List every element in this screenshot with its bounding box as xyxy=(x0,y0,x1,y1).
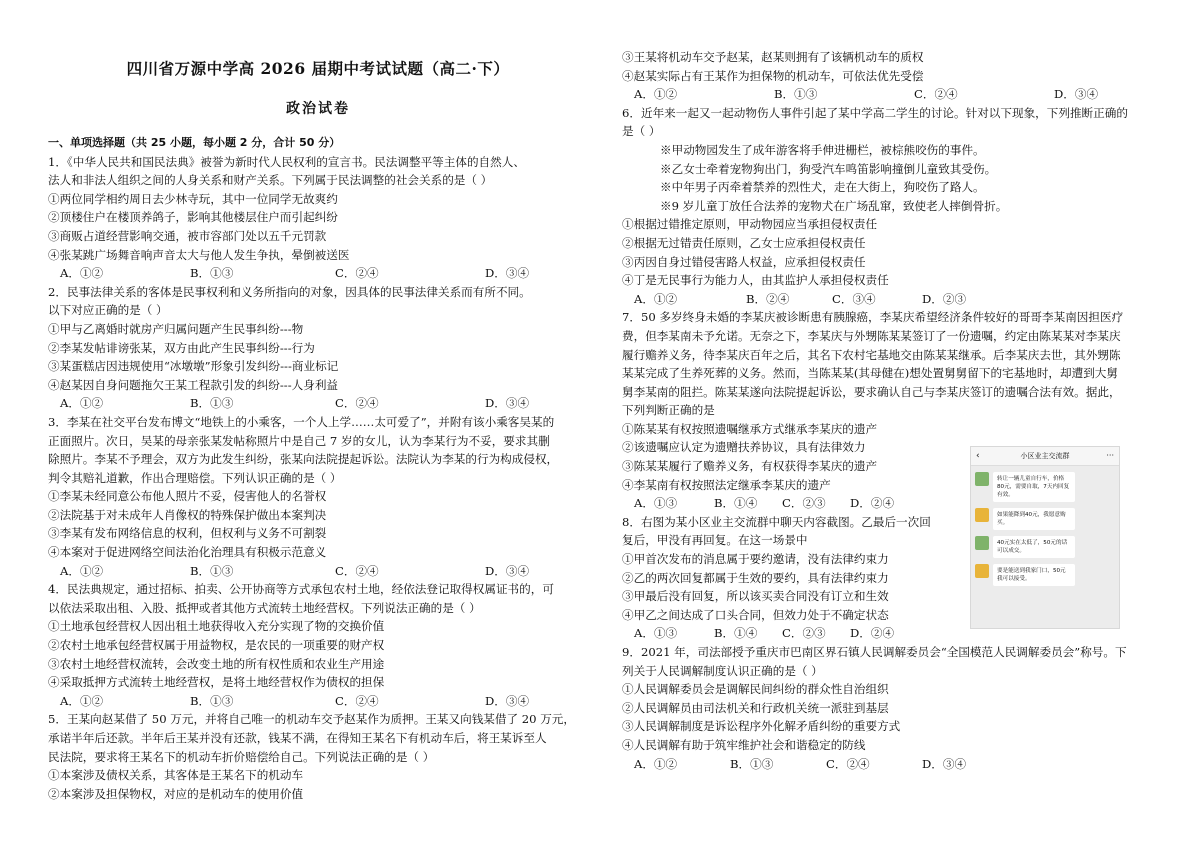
choice-b: B．①③ xyxy=(730,756,774,771)
choice-b: B．①④ xyxy=(714,626,758,641)
avatar xyxy=(975,472,989,486)
answer-choices-q5 xyxy=(622,85,1162,104)
choice-b: B．①③ xyxy=(190,693,234,708)
avatar xyxy=(975,564,989,578)
question-3-stem: 判令其赔礼道歉，作出合理赔偿。下列认识正确的是（ ） xyxy=(48,470,342,485)
answer-choices-q2 xyxy=(48,394,588,413)
question-2-stem: 以下对应正确的是（ ） xyxy=(48,303,168,318)
choice-b: B．①③ xyxy=(190,266,234,281)
choice-d: D．③④ xyxy=(922,756,967,771)
question-2-stem: 2．民事法律关系的客体是民事权利和义务所指向的对象，因具体的民事法律关系而有所不同。 xyxy=(48,284,531,299)
chat-message xyxy=(975,564,1115,586)
question-1-stem: 1．《中华人民共和国民法典》被誉为新时代人民权利的宣言书。民法调整平等主体的自然人、 xyxy=(48,154,525,169)
chat-header xyxy=(971,447,1119,466)
option-statement: ①陈某某有权按照遗嘱继承方式继承李某庆的遗产 xyxy=(622,421,878,436)
option-statement: ①李某未经同意公布他人照片不妥，侵害他人的名誉权 xyxy=(48,489,327,504)
right-column xyxy=(622,48,1162,773)
subject-title: 政治试卷 xyxy=(286,101,350,117)
option-statement: ②本案涉及担保物权，对应的是机动车的使用价值 xyxy=(48,786,304,801)
question-7-stem: 履行赡养义务，待李某庆百年之后，其名下农村宅基地交由陈某某继承。后李某庆去世，其外甥陈 xyxy=(622,347,1121,362)
choice-a: A．①② xyxy=(60,396,104,411)
choice-d: D．③④ xyxy=(485,693,530,708)
scenario-item: ※甲动物园发生了成年游客将手伸进栅栏，被棕熊咬伤的事件。 xyxy=(660,142,985,157)
question-7-stem: 费，但李某南未予允诺。无奈之下，李某庆与外甥陈某某签订了一份遗嘱，约定由陈某某对李某庆 xyxy=(622,328,1121,343)
scenario-item: ※乙女士牵着宠物狗出门，狗受汽车鸣笛影响撞倒儿童致其受伤。 xyxy=(660,161,997,176)
question-4-stem: 以依法采取出租、入股、抵押或者其他方式流转土地经营权。下列说法正确的是（ ） xyxy=(48,600,481,615)
question-5-stem: 承诺半年后还款。半年后王某并没有还款，钱某不满，在得知王某名下有机动车后，将王某诉至人 xyxy=(48,731,547,745)
option-statement: ②人民调解员由司法机关和行政机关统一派驻到基层 xyxy=(622,700,889,715)
choice-d: D．②③ xyxy=(922,291,967,306)
answer-choices-q1 xyxy=(48,264,588,283)
question-7-stem: 7．50 多岁终身未婚的李某庆被诊断患有胰腺癌，李某庆希望经济条件较好的哥哥李某南因担医疗 xyxy=(622,310,1124,325)
choice-a: A．①② xyxy=(634,291,678,306)
back-icon: ‹ xyxy=(976,451,980,461)
choice-c: C．②④ xyxy=(335,563,379,578)
option-statement: ①本案涉及债权关系，其客体是王某名下的机动车 xyxy=(48,768,304,783)
question-5-stem: 民法院，要求将王某名下的机动车折价赔偿给自己。下列说法正确的是（ ） xyxy=(48,749,435,764)
choice-a: A．①② xyxy=(60,266,104,281)
choice-a: A．①② xyxy=(60,693,104,708)
question-8-stem: 复后，甲没有再回复。在这一场景中 xyxy=(622,533,808,548)
choice-b: B．①④ xyxy=(714,496,758,511)
choice-c: C．②④ xyxy=(335,266,379,281)
choice-b: B．①③ xyxy=(190,396,234,411)
choice-d: D．③④ xyxy=(485,563,530,578)
exam-title: 四川省万源中学高 2026 届期中考试试题（高二·下） xyxy=(126,59,510,78)
answer-choices-q9 xyxy=(622,755,1162,774)
option-statement: ②乙的两次回复都属于生效的要约，具有法律约束力 xyxy=(622,570,889,585)
question-6-stem: 6．近年来一起又一起动物伤人事件引起了某中学高二学生的讨论。针对以下现象，下列推断正确的 xyxy=(622,105,1128,120)
choice-d: D．②④ xyxy=(850,626,895,641)
left-column xyxy=(48,0,588,803)
choice-c: C．②③ xyxy=(782,496,826,511)
option-statement: ②该遗嘱应认定为遗赠扶养协议，具有法律效力 xyxy=(622,440,866,455)
question-9-stem: 9．2021 年，司法部授予重庆市巴南区界石镇人民调解委员会“全国模范人民调解委员会”称号。下 xyxy=(622,645,1127,659)
question-1-stem: 法人和非法人组织之间的人身关系和财产关系。下列属于民法调整的社会关系的是（ ） xyxy=(48,173,493,188)
chat-title: 小区业主交流群 xyxy=(1020,452,1070,460)
option-statement: ③某蛋糕店因违规使用“冰墩墩”形象引发纠纷---商业标记 xyxy=(48,359,339,374)
option-statement: ①根据过错推定原则，甲动物园应当承担侵权责任 xyxy=(622,217,878,232)
option-statement: ④张某跳广场舞音响声音太大与他人发生争执，晕倒被送医 xyxy=(48,247,350,262)
option-statement: ③丙因自身过错侵害路人权益，应承担侵权责任 xyxy=(622,254,866,269)
choice-d: D．③④ xyxy=(485,396,530,411)
option-statement: ①人民调解委员会是调解民间纠纷的群众性自治组织 xyxy=(622,682,889,697)
option-statement: ③商贩占道经营影响交通，被市容部门处以五千元罚款 xyxy=(48,228,327,243)
section-heading: 一、单项选择题（共 25 小题，每小题 2 分，合计 50 分） xyxy=(48,136,341,149)
answer-choices-q4 xyxy=(48,692,588,711)
choice-d: D．③④ xyxy=(1054,87,1099,102)
choice-c: C．②③ xyxy=(782,626,826,641)
choice-b: B．①③ xyxy=(774,87,818,102)
option-statement: ①土地承包经营权人因出租土地获得收入充分实现了物的交换价值 xyxy=(48,619,385,634)
option-statement: ①两位同学相约周日去少林寺玩，其中一位同学无故爽约 xyxy=(48,191,338,206)
chat-message xyxy=(975,508,1115,530)
choice-a: A．①② xyxy=(60,563,104,578)
choice-a: A．①② xyxy=(634,756,678,771)
question-4-stem: 4．民法典规定，通过招标、拍卖、公开协商等方式承包农村土地，经依法登记取得权属证书的，可 xyxy=(48,582,554,597)
option-statement: ②顶楼住户在楼顶养鸽子，影响其他楼层住户而引起纠纷 xyxy=(48,210,338,225)
choice-d: D．③④ xyxy=(485,266,530,281)
option-statement: ④采取抵押方式流转土地经营权，是将土地经营权作为债权的担保 xyxy=(48,675,385,690)
avatar xyxy=(975,508,989,522)
scenario-item: ※中年男子丙牵着禁养的烈性犬，走在大街上，狗咬伤了路人。 xyxy=(660,180,985,195)
question-7-stem: 舅李某南的阻拦。陈某某遂向法院提起诉讼，要求确认自己与李某庆签订的遗嘱合法有效。据此， xyxy=(622,384,1121,399)
scenario-item: ※9 岁儿童丁放任合法养的宠物犬在广场乱窜，致使老人摔倒骨折。 xyxy=(660,198,1008,213)
choice-a: A．①③ xyxy=(634,496,678,511)
option-statement: ④人民调解有助于筑牢维护社会和谐稳定的防线 xyxy=(622,737,866,752)
message-bubble: 如果能降到40元，我愿意购买。 xyxy=(993,508,1075,530)
option-statement: ④甲乙之间达成了口头合同，但效力处于不确定状态 xyxy=(622,607,889,622)
choice-b: B．②④ xyxy=(746,291,790,306)
option-statement: ①甲首次发布的消息属于要约邀请，没有法律约束力 xyxy=(622,552,889,567)
question-7-stem: 下列判断正确的是 xyxy=(622,403,715,418)
avatar xyxy=(975,536,989,550)
option-statement: ②法院基于对未成年人肖像权的特殊保护做出本案判决 xyxy=(48,507,327,522)
answer-choices-q6 xyxy=(622,290,1162,309)
option-statement: ③农村土地经营权流转，会改变土地的所有权性质和农业生产用途 xyxy=(48,656,385,671)
option-statement: ②农村土地承包经营权属于用益物权，是农民的一项重要的财产权 xyxy=(48,638,385,653)
question-8-stem: 8．右图为某小区业主交流群中聊天内容截图。乙最后一次回 xyxy=(622,514,931,529)
question-6-stem: 是（ ） xyxy=(622,124,661,139)
choice-c: C．②④ xyxy=(914,87,958,102)
chat-message xyxy=(975,536,1115,558)
option-statement: ③人民调解制度是诉讼程序外化解矛盾纠纷的重要方式 xyxy=(622,719,901,734)
question-3-stem: 正面照片。次日，吴某的母亲张某发帖称照片中是自己 7 岁的女儿，认为李某行为不妥，要求其删 xyxy=(48,433,550,448)
question-9-stem: 列关于人民调解制度认识正确的是（ ） xyxy=(622,663,823,678)
question-3-stem: 除照片。李某不予理会，双方为此发生纠纷，张某向法院提起诉讼。法院认为李某的行为构成侵权， xyxy=(48,452,559,467)
option-statement: ②李某发帖诽谤张某，双方由此产生民事纠纷---行为 xyxy=(48,340,315,355)
question-7-stem: 某某完成了生养死葬的义务。然而，当陈某某(其母健在)想处置舅舅留下的宅基地时，却遭到大舅 xyxy=(622,366,1118,381)
option-statement: ③王某将机动车交予赵某，赵某则拥有了该辆机动车的质权 xyxy=(622,50,924,64)
choice-b: B．①③ xyxy=(190,563,234,578)
option-statement: ③陈某某履行了赡养义务，有权获得李某庆的遗产 xyxy=(622,459,878,474)
option-statement: ③李某有发布网络信息的权利，但权利与义务不可割裂 xyxy=(48,526,327,541)
option-statement: ④赵某实际占有王某作为担保物的机动车，可依法优先受偿 xyxy=(622,68,924,83)
message-bubble: 40元实在太低了，50元的话可以成交。 xyxy=(993,536,1075,558)
option-statement: ②根据无过错责任原则，乙女士应承担侵权责任 xyxy=(622,235,866,250)
choice-d: D．②④ xyxy=(850,496,895,511)
option-statement: ①甲与乙离婚时就房产归属问题产生民事纠纷---物 xyxy=(48,321,304,336)
message-bubble: 转让一辆儿童自行车，价格80元，需要自取，7天内回复有效。 xyxy=(993,472,1075,502)
chat-message xyxy=(975,472,1115,502)
option-statement: ④李某南有权按照法定继承李某庆的遗产 xyxy=(622,477,831,492)
choice-c: C．③④ xyxy=(832,291,876,306)
question-5-stem: 5．王某向赵某借了 50 万元，并将自己唯一的机动车交予赵某作为质押。王某又向钱某借了 20 万元， xyxy=(48,712,575,727)
option-statement: ④赵某因自身问题拖欠王某工程款引发的纠纷---人身利益 xyxy=(48,377,339,392)
message-bubble: 要是能送到我家门口，50元我可以接受。 xyxy=(993,564,1075,586)
option-statement: ④本案对于促进网络空间法治化治理具有积极示范意义 xyxy=(48,545,327,560)
answer-choices-q3 xyxy=(48,562,588,581)
option-statement: ③甲最后没有回复，所以该买卖合同没有订立和生效 xyxy=(622,589,889,604)
more-icon: ··· xyxy=(1106,451,1114,460)
group-chat-screenshot xyxy=(970,446,1120,629)
question-3-stem: 3．李某在社交平台发布博文“地铁上的小乘客，一个人上学……太可爱了”，并附有该小乘客吴某的 xyxy=(48,414,555,429)
choice-c: C．②④ xyxy=(826,756,870,771)
choice-c: C．②④ xyxy=(335,396,379,411)
choice-c: C．②④ xyxy=(335,693,379,708)
choice-a: A．①③ xyxy=(634,626,678,641)
option-statement: ④丁是无民事行为能力人，由其监护人承担侵权责任 xyxy=(622,273,889,288)
choice-a: A．①② xyxy=(634,87,678,102)
